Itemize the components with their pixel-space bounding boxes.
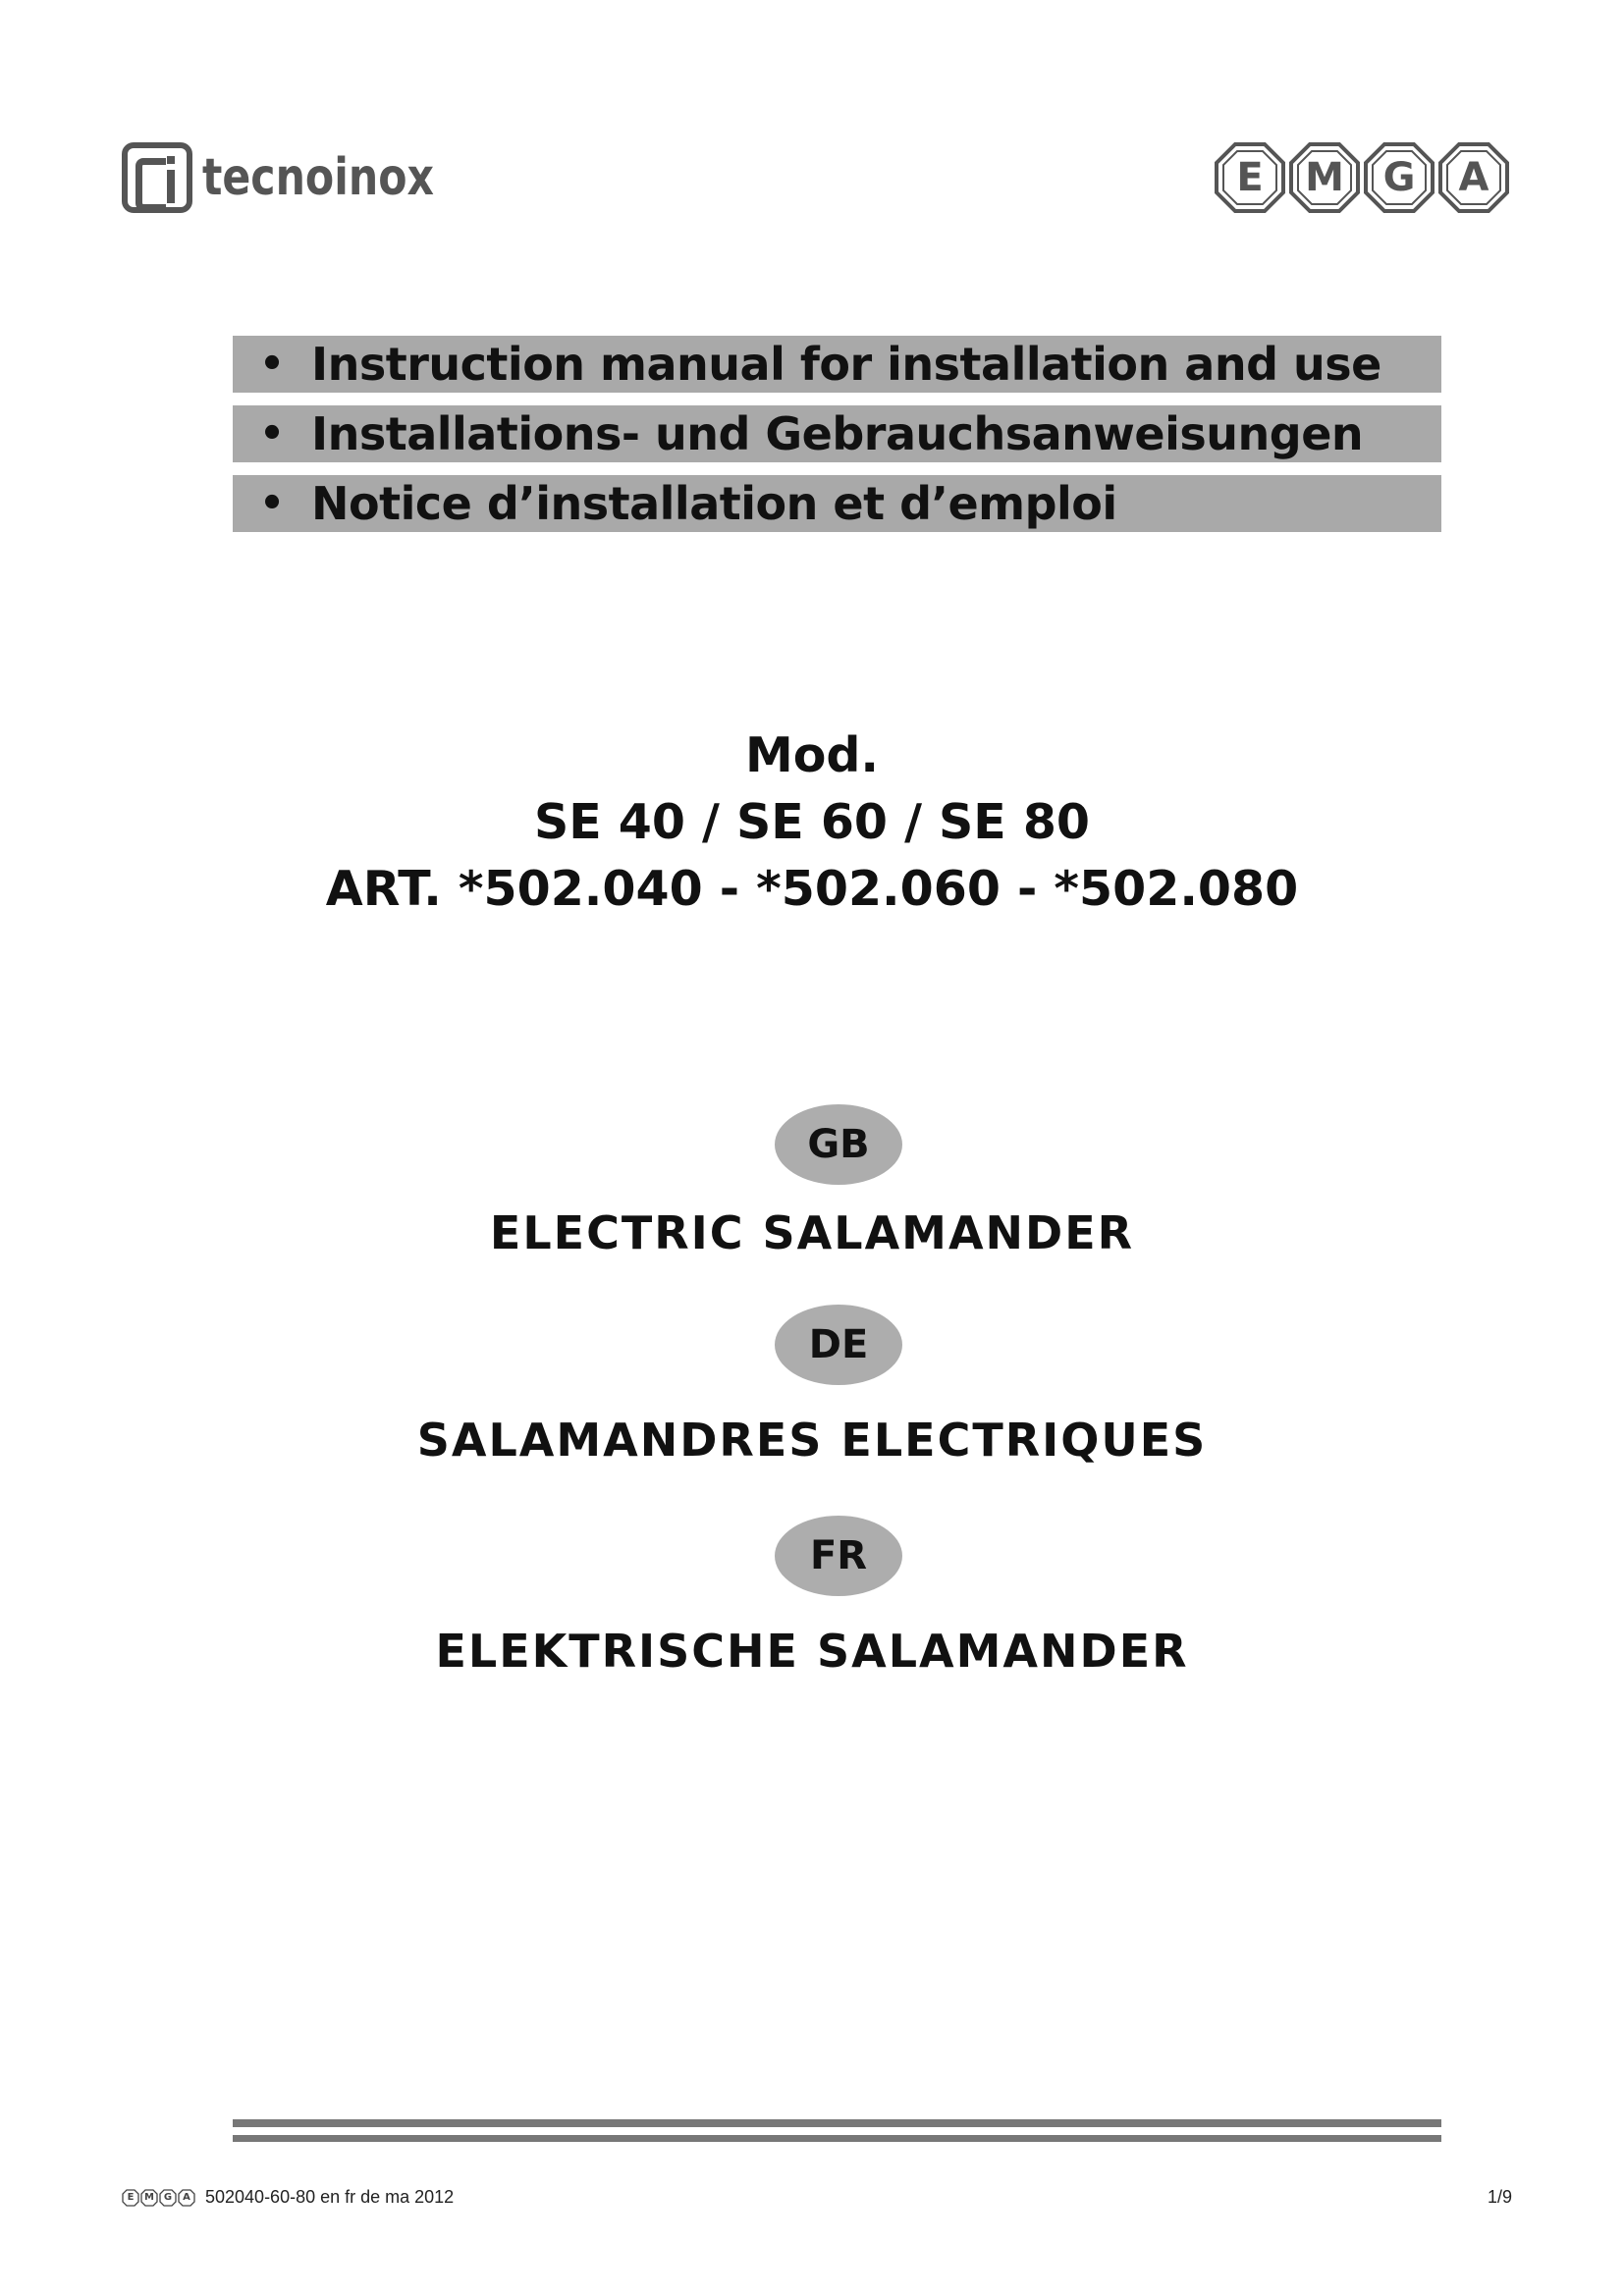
language-badge-gb: GB (775, 1104, 902, 1185)
model-label: Mod. (744, 727, 880, 783)
title-bars (233, 336, 1441, 545)
ci-logo-icon (122, 142, 192, 213)
title-text: Instruction manual for installation and use (311, 338, 1381, 391)
title-text: Notice d’installation et d’emploi (311, 477, 1117, 530)
emga-logo (1214, 141, 1510, 214)
emga-octagon-e (1214, 141, 1286, 214)
emga-mini-logo (122, 2189, 195, 2207)
emga-letter: A (1458, 155, 1489, 200)
model-numbers: SE 40 / SE 60 / SE 80 (533, 794, 1091, 850)
title-bar-en (233, 336, 1441, 393)
mini-octagon: M (140, 2189, 158, 2207)
bullet: • (259, 342, 285, 387)
footer-rule-top (233, 2119, 1441, 2127)
bullet: • (259, 481, 285, 526)
emga-octagon-g (1363, 141, 1435, 214)
language-badge-de: DE (775, 1305, 902, 1385)
document-code: 502040-60-80 en fr de ma 2012 (205, 2187, 455, 2207)
emga-letter: G (1382, 155, 1416, 200)
footer-left (122, 2187, 454, 2208)
product-name-de: SALAMANDRES ELECTRIQUES (416, 1414, 1208, 1467)
emga-letter: E (1236, 155, 1264, 200)
product-name-gb: ELECTRIC SALAMANDER (489, 1206, 1135, 1259)
article-numbers: ART. *502.040 - *502.060 - *502.080 (325, 861, 1299, 917)
product-name-fr: ELEKTRISCHE SALAMANDER (435, 1625, 1189, 1678)
page-number: 1/9 (1488, 2187, 1513, 2207)
footer-rule-bottom (233, 2135, 1441, 2142)
title-text: Installations- und Gebrauchsanweisungen (311, 407, 1364, 460)
brand-name: tecnoinox (202, 148, 435, 207)
bullet: • (259, 411, 285, 456)
emga-octagon-a (1437, 141, 1510, 214)
emga-letter: M (1305, 155, 1344, 200)
language-badge-fr: FR (775, 1516, 902, 1596)
mini-octagon: A (178, 2189, 195, 2207)
mini-octagon: E (122, 2189, 139, 2207)
mini-octagon: G (159, 2189, 177, 2207)
title-bar-de (233, 405, 1441, 462)
title-bar-fr (233, 475, 1441, 532)
tecnoinox-logo (122, 140, 485, 215)
emga-octagon-m (1288, 141, 1361, 214)
